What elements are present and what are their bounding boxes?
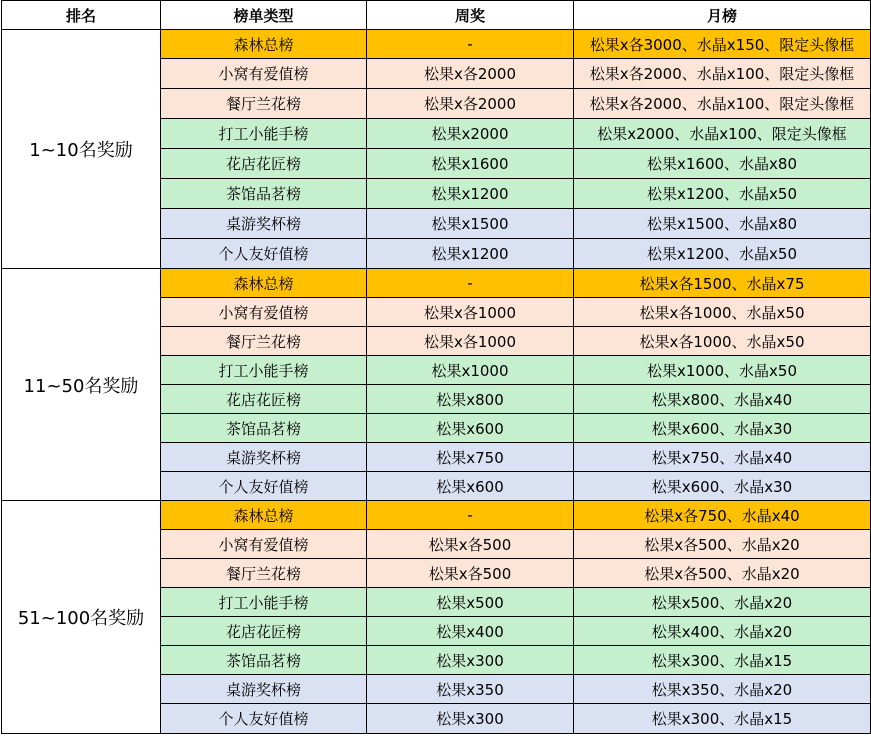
weekly-reward-cell: 松果x800 <box>367 385 574 414</box>
board-type-cell: 森林总榜 <box>161 269 367 298</box>
header-weekly: 周奖 <box>367 1 574 30</box>
weekly-reward-cell: 松果x600 <box>367 472 574 501</box>
monthly-reward-cell: 松果x1200、水晶x50 <box>574 179 871 209</box>
weekly-reward-cell: 松果x350 <box>367 675 574 704</box>
monthly-reward-cell: 松果x400、水晶x20 <box>574 617 871 646</box>
weekly-reward-cell: 松果x各500 <box>367 559 574 588</box>
monthly-reward-cell: 松果x1000、水晶x50 <box>574 356 871 385</box>
board-type-cell: 森林总榜 <box>161 30 367 59</box>
board-type-cell: 茶馆品茗榜 <box>161 179 367 209</box>
monthly-reward-cell: 松果x各2000、水晶x100、限定头像框 <box>574 89 871 119</box>
board-type-cell: 打工小能手榜 <box>161 588 367 617</box>
monthly-reward-cell: 松果x1600、水晶x80 <box>574 149 871 179</box>
monthly-reward-cell: 松果x各3000、水晶x150、限定头像框 <box>574 30 871 59</box>
reward-table <box>1 0 871 734</box>
header-row <box>2 1 871 30</box>
weekly-reward-cell: 松果x1200 <box>367 239 574 269</box>
weekly-reward-cell: 松果x300 <box>367 646 574 675</box>
board-type-cell: 桌游奖杯榜 <box>161 209 367 239</box>
board-type-cell: 小窝有爱值榜 <box>161 298 367 327</box>
board-type-cell: 个人友好值榜 <box>161 239 367 269</box>
weekly-reward-cell: 松果x600 <box>367 414 574 443</box>
weekly-reward-cell: 松果x各500 <box>367 530 574 559</box>
board-type-cell: 小窝有爱值榜 <box>161 530 367 559</box>
table-header <box>2 1 871 30</box>
rank-tier-cell: 1~10名奖励 <box>2 30 161 269</box>
weekly-reward-cell: - <box>367 269 574 298</box>
monthly-reward-cell: 松果x300、水晶x15 <box>574 704 871 734</box>
board-type-cell: 餐厅兰花榜 <box>161 89 367 119</box>
monthly-reward-cell: 松果x800、水晶x40 <box>574 385 871 414</box>
weekly-reward-cell: 松果x各2000 <box>367 59 574 89</box>
monthly-reward-cell: 松果x各500、水晶x20 <box>574 559 871 588</box>
header-rank: 排名 <box>2 1 161 30</box>
table-body <box>2 30 871 734</box>
monthly-reward-cell: 松果x各750、水晶x40 <box>574 501 871 530</box>
monthly-reward-cell: 松果x各2000、水晶x100、限定头像框 <box>574 59 871 89</box>
board-type-cell: 桌游奖杯榜 <box>161 443 367 472</box>
board-type-cell: 个人友好值榜 <box>161 472 367 501</box>
weekly-reward-cell: 松果x1500 <box>367 209 574 239</box>
board-type-cell: 打工小能手榜 <box>161 356 367 385</box>
board-type-cell: 森林总榜 <box>161 501 367 530</box>
monthly-reward-cell: 松果x各1000、水晶x50 <box>574 327 871 356</box>
weekly-reward-cell: 松果x1600 <box>367 149 574 179</box>
monthly-reward-cell: 松果x1500、水晶x80 <box>574 209 871 239</box>
monthly-reward-cell: 松果x1200、水晶x50 <box>574 239 871 269</box>
board-type-cell: 茶馆品茗榜 <box>161 414 367 443</box>
board-type-cell: 花店花匠榜 <box>161 385 367 414</box>
board-type-cell: 茶馆品茗榜 <box>161 646 367 675</box>
board-type-cell: 餐厅兰花榜 <box>161 327 367 356</box>
monthly-reward-cell: 松果x500、水晶x20 <box>574 588 871 617</box>
monthly-reward-cell: 松果x各1500、水晶x75 <box>574 269 871 298</box>
board-type-cell: 花店花匠榜 <box>161 617 367 646</box>
board-type-cell: 餐厅兰花榜 <box>161 559 367 588</box>
weekly-reward-cell: 松果x500 <box>367 588 574 617</box>
weekly-reward-cell: 松果x各1000 <box>367 327 574 356</box>
monthly-reward-cell: 松果x750、水晶x40 <box>574 443 871 472</box>
monthly-reward-cell: 松果x600、水晶x30 <box>574 414 871 443</box>
monthly-reward-cell: 松果x350、水晶x20 <box>574 675 871 704</box>
rank-tier-cell: 51~100名奖励 <box>2 501 161 734</box>
table-row <box>2 269 871 298</box>
monthly-reward-cell: 松果x300、水晶x15 <box>574 646 871 675</box>
weekly-reward-cell: 松果x1200 <box>367 179 574 209</box>
weekly-reward-cell: 松果x各1000 <box>367 298 574 327</box>
monthly-reward-cell: 松果x2000、水晶x100、限定头像框 <box>574 119 871 149</box>
weekly-reward-cell: 松果x300 <box>367 704 574 734</box>
table-row <box>2 30 871 59</box>
weekly-reward-cell: - <box>367 30 574 59</box>
weekly-reward-cell: 松果x2000 <box>367 119 574 149</box>
weekly-reward-cell: 松果x400 <box>367 617 574 646</box>
rank-tier-cell: 11~50名奖励 <box>2 269 161 501</box>
weekly-reward-cell: 松果x1000 <box>367 356 574 385</box>
monthly-reward-cell: 松果x各500、水晶x20 <box>574 530 871 559</box>
board-type-cell: 个人友好值榜 <box>161 704 367 734</box>
monthly-reward-cell: 松果x各1000、水晶x50 <box>574 298 871 327</box>
weekly-reward-cell: - <box>367 501 574 530</box>
weekly-reward-cell: 松果x各2000 <box>367 89 574 119</box>
monthly-reward-cell: 松果x600、水晶x30 <box>574 472 871 501</box>
header-monthly: 月榜 <box>574 1 871 30</box>
weekly-reward-cell: 松果x750 <box>367 443 574 472</box>
board-type-cell: 花店花匠榜 <box>161 149 367 179</box>
table-row <box>2 501 871 530</box>
header-board-type: 榜单类型 <box>161 1 367 30</box>
board-type-cell: 打工小能手榜 <box>161 119 367 149</box>
board-type-cell: 小窝有爱值榜 <box>161 59 367 89</box>
board-type-cell: 桌游奖杯榜 <box>161 675 367 704</box>
